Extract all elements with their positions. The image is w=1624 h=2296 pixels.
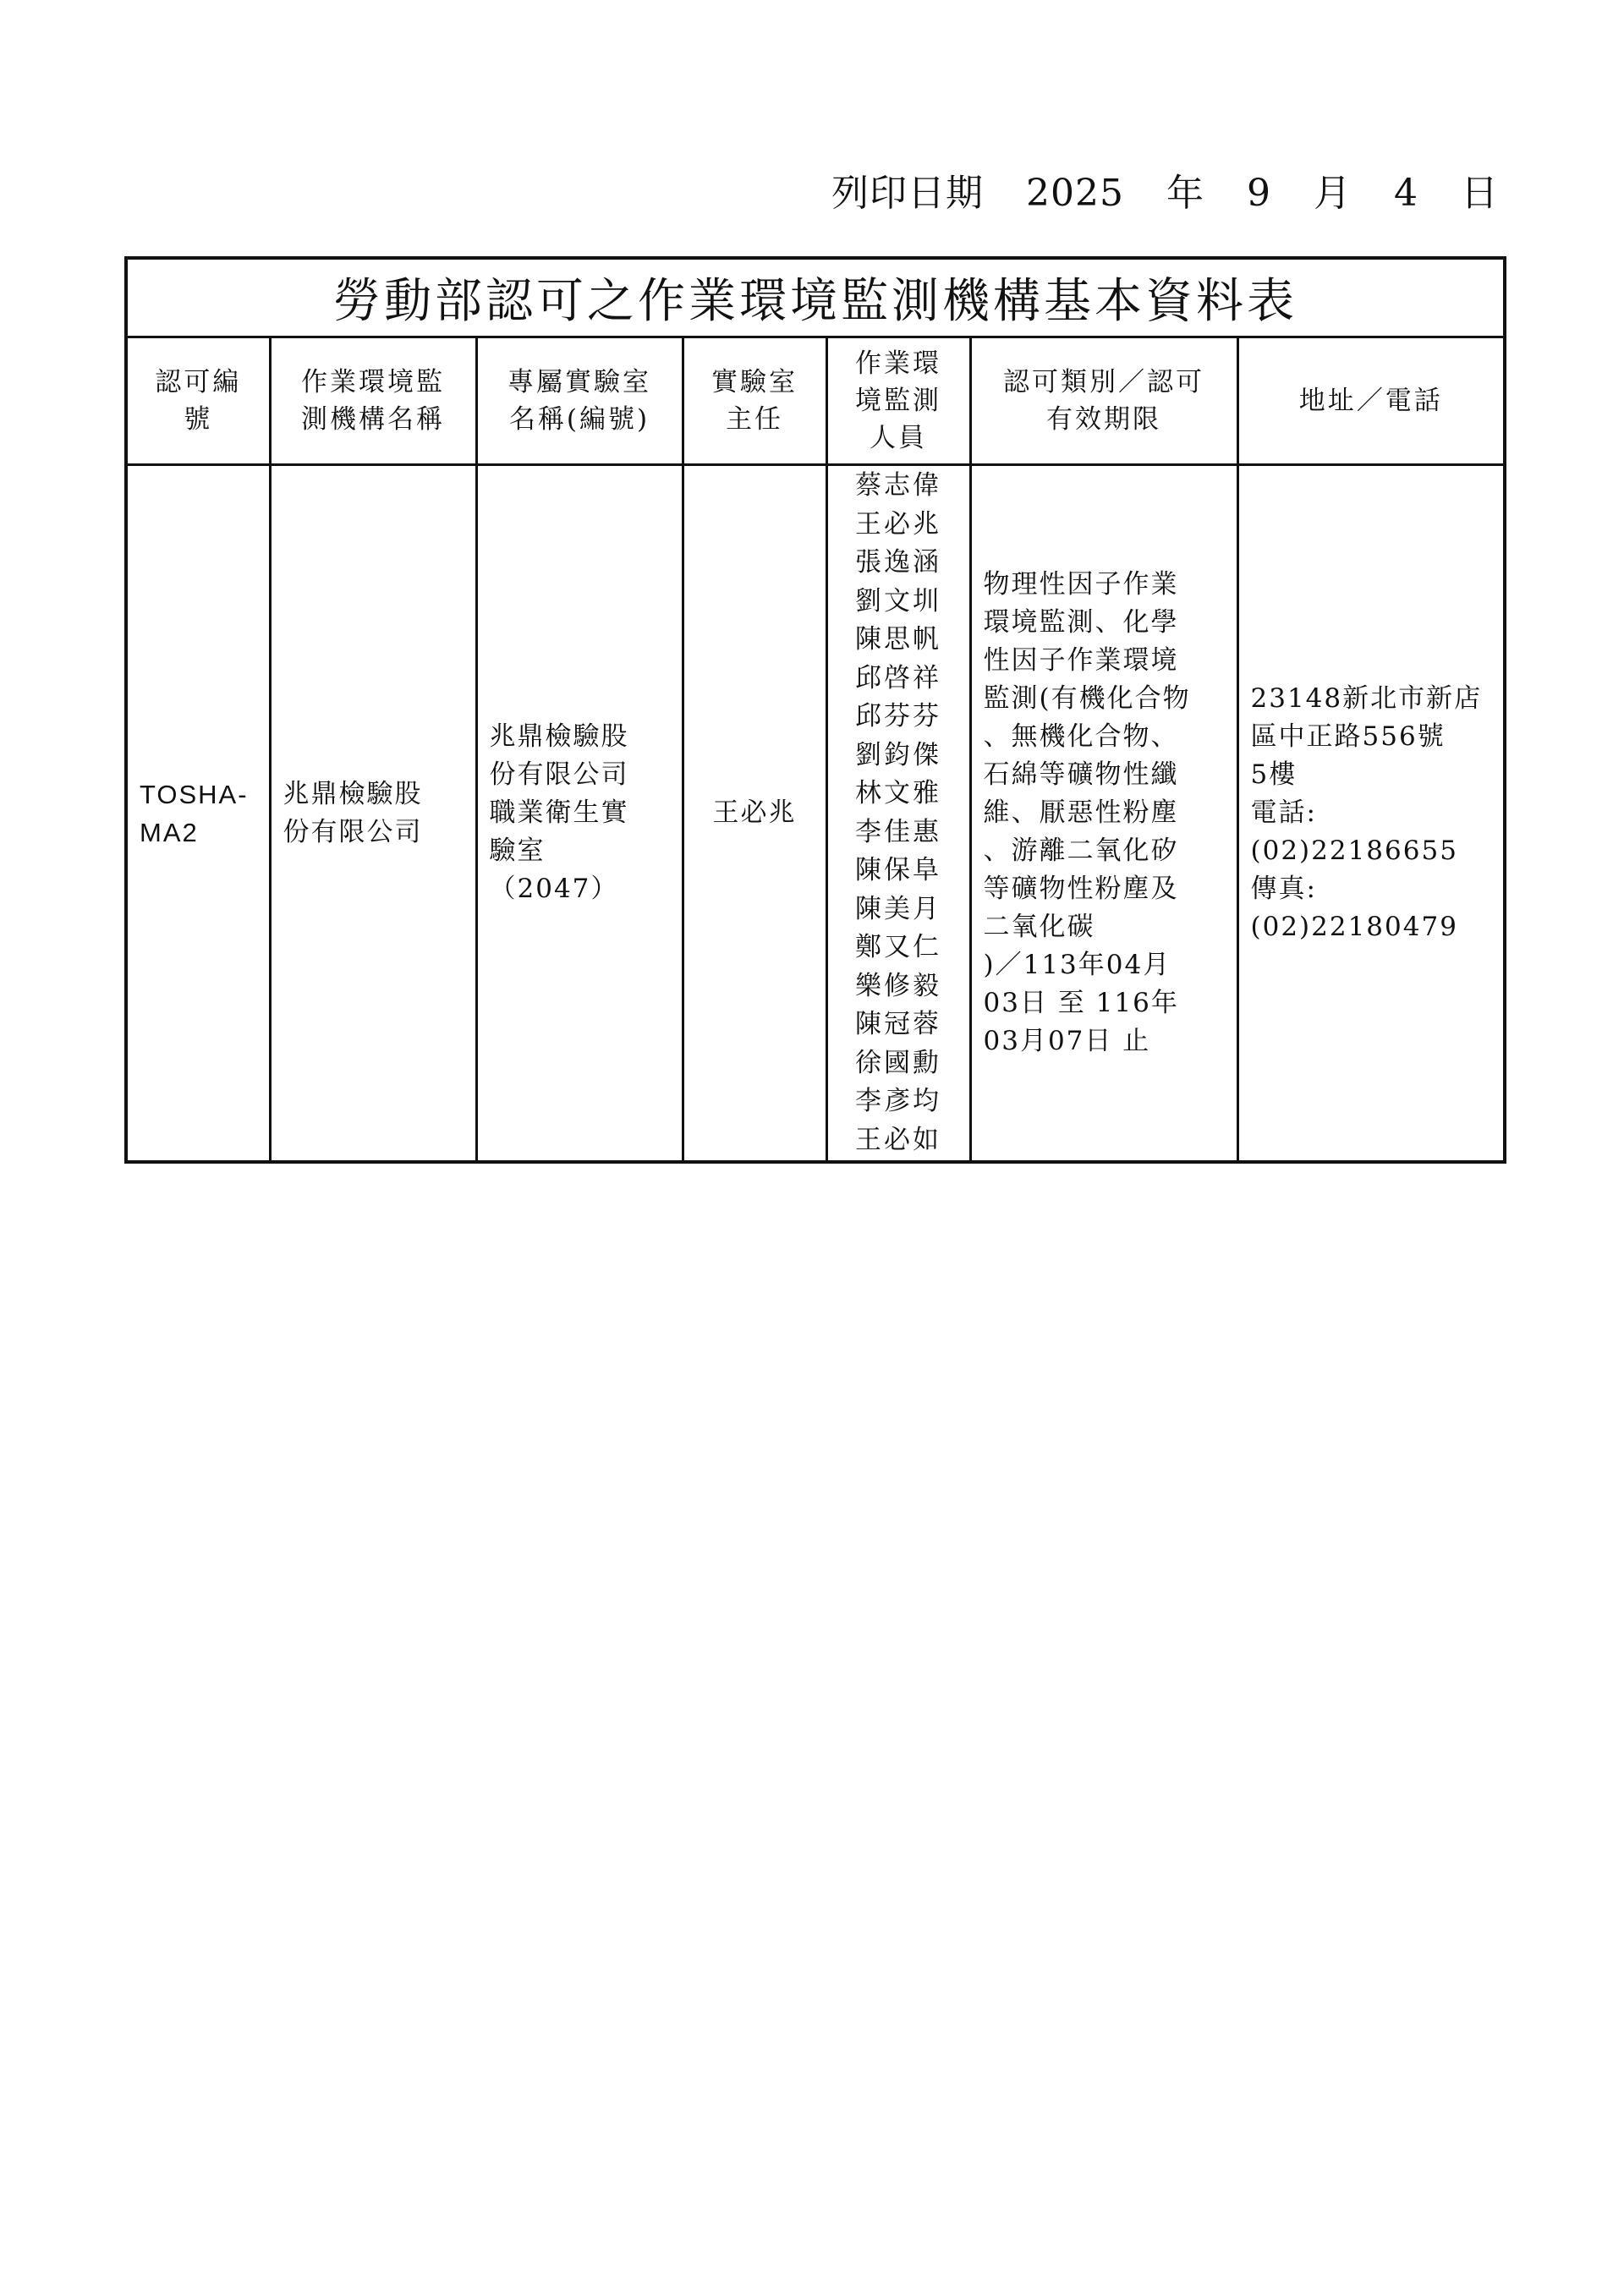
table-row: [126, 465, 1505, 1163]
cell-lab-name: [476, 465, 683, 1163]
cell-cert-no: [126, 465, 270, 1163]
address-text: 23148新北市新店 區中正路556號 5樓 電話: (02)22186655 傳真: (02)22180479: [1250, 683, 1483, 942]
header-cert-no: 認可編 號: [126, 337, 270, 465]
cert-no-text: TOSHA- MA2: [140, 779, 249, 847]
cell-staff: [826, 465, 970, 1163]
print-date-month: 9: [1247, 172, 1271, 215]
header-category: 認可類別／認可 有效期限: [970, 337, 1237, 465]
header-agency-name: 作業環境監 測機構名稱: [270, 337, 476, 465]
print-date-label: 列印日期: [831, 172, 985, 215]
cell-agency-name: [270, 465, 476, 1163]
header-row: [126, 337, 1505, 465]
lab-name-text: 兆鼎檢驗股 份有限公司 職業衛生實 驗室 （2047）: [489, 721, 629, 904]
print-date-month-unit: 月: [1314, 172, 1352, 215]
lab-director-text: 王必兆: [712, 797, 797, 828]
header-staff: 作業環 境監測 人員: [826, 337, 970, 465]
staff-list: 蔡志偉 王必兆 張逸涵 劉文圳 陳思帆 邱啓祥 邱芬芬 劉鈞傑 林文雅 李佳惠 陳保阜 陳美月 鄭又仁 樂修毅 陳冠蓉 徐國勳 李彥均 王必如: [855, 470, 941, 1155]
cell-address: [1237, 465, 1505, 1163]
print-date-day: 4: [1394, 172, 1418, 215]
agency-name-text: 兆鼎檢驗股 份有限公司: [283, 778, 423, 847]
header-lab-director: 實驗室 主任: [683, 337, 826, 465]
print-date: [831, 162, 1499, 216]
print-date-day-unit: 日: [1461, 172, 1499, 215]
header-lab-name: 專屬實驗室 名稱(編號): [476, 337, 683, 465]
header-address: 地址／電話: [1237, 337, 1505, 465]
agency-info-table: [124, 256, 1506, 1164]
cell-lab-director: [683, 465, 826, 1163]
cell-category: [970, 465, 1237, 1163]
category-text: 物理性因子作業 環境監測、化學 性因子作業環境 監測(有機化合物 、無機化合物、 石綿等礦物性纖 維、厭惡性粉塵 、游離二氧化矽 等礦物性粉塵及 二氧化碳 )／113年04月 03日 至 116年 03月07日 止: [983, 569, 1191, 1056]
print-date-year: 2025: [1026, 172, 1124, 215]
print-date-year-unit: 年: [1166, 172, 1204, 215]
table-title: 勞動部認可之作業環境監測機構基本資料表: [126, 258, 1505, 337]
